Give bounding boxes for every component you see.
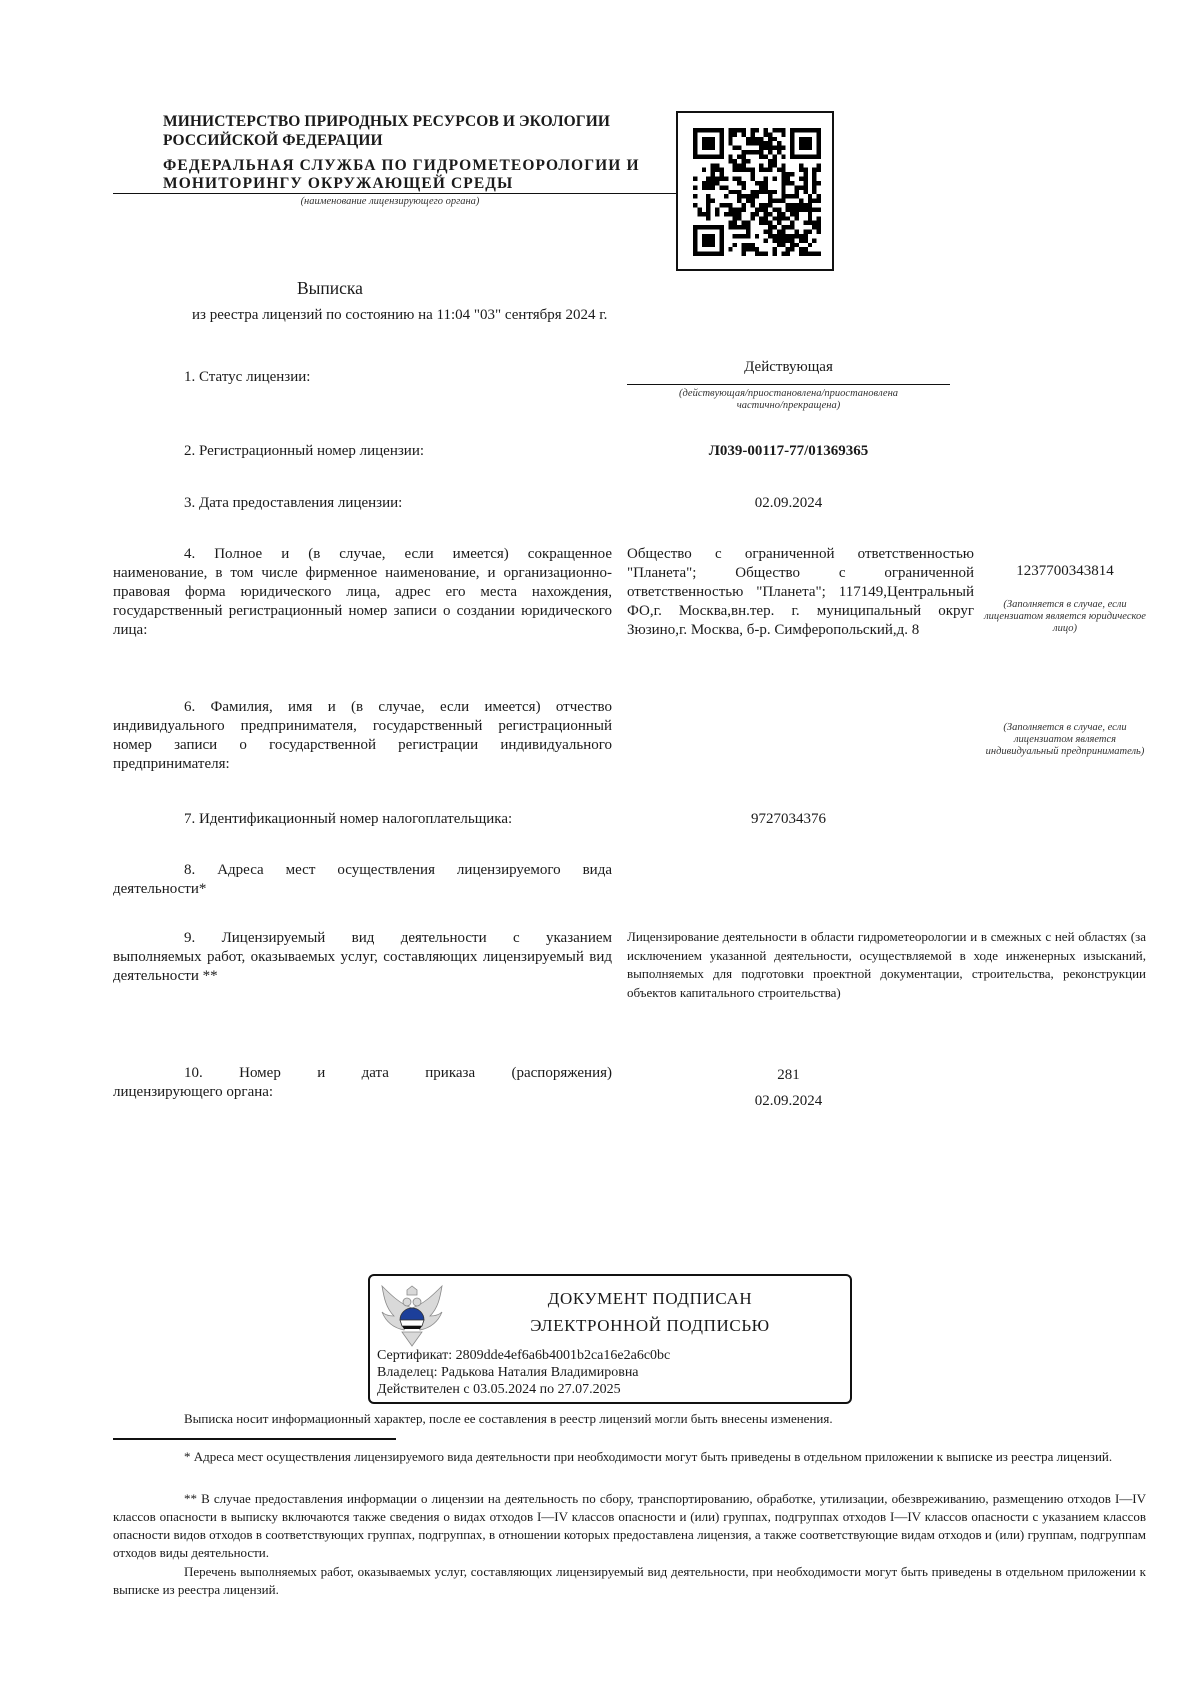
activity-label-rest: выполняемых работ, оказываемых услуг, составляющих лицензируемый вид деятельности ** [113, 949, 612, 984]
legal-entity-note: (Заполняется в случае, если лицензиатом является юридическое лицо) [984, 599, 1146, 634]
licensing-authority-caption: (наименование лицензирующего органа) [300, 196, 480, 207]
inn-value: 9727034376 [751, 811, 826, 827]
order-label-rest: лицензирующего органа: [113, 1084, 274, 1100]
signature-title-line1: ДОКУМЕНТ ПОДПИСАН [547, 1289, 753, 1308]
order-label-first: 10. Номер и дата приказа (распоряжения) [184, 1065, 612, 1081]
addresses-label-first: 8. Адреса мест осуществления лицензируемого вида [184, 862, 612, 878]
signature-certificate: Сертификат: 2809dde4ef6a6b4001b2ca16e2a6c0bc [377, 1348, 671, 1363]
legal-entity-value: Общество с ограниченной ответственностью "Планета"; Общество с ограниченной ответственностью "Планета"; 117149,Центральный ФО,г. Москва,вн.тер. г. муниципальный округ Зюзино,г. Москва, б-р. Симферопольский,д. 8 [627, 546, 974, 638]
addresses-label [113, 861, 612, 899]
ministry-name-line1: МИНИСТЕРСТВО ПРИРОДНЫХ РЕСУРСОВ И ЭКОЛОГИИ [163, 113, 611, 130]
document-title: Выписка [297, 278, 363, 298]
ministry-name-line2: РОССИЙСКОЙ ФЕДЕРАЦИИ [163, 132, 383, 149]
individual-label-first: 6. Фамилия, имя и (в случае, если имеется) отчество [184, 699, 612, 715]
qr-code-frame [676, 111, 834, 271]
footnote-divider [113, 1438, 396, 1440]
disclaimer-text: Выписка носит информационный характер, после ее составления в реестр лицензий могли быть внесены изменения. [184, 1411, 833, 1426]
order-number: 281 [777, 1067, 800, 1083]
eagle-emblem-icon [376, 1282, 448, 1348]
activity-label-first: 9. Лицензируемый вид деятельности с указанием [184, 930, 612, 946]
order-date: 02.09.2024 [754, 1093, 823, 1109]
individual-note: (Заполняется в случае, если лицензиатом является индивидуальный предприниматель) [985, 722, 1145, 757]
activity-label [113, 929, 612, 986]
qr-code-icon [693, 128, 821, 256]
footnote-3: Перечень выполняемых работ, оказываемых услуг, составляющих лицензируемый вид деятельности, при необходимости могут быть приведены в отдельном приложении к выписке из реестра лицензий. [113, 1564, 1146, 1597]
individual-label-rest: индивидуального предпринимателя, государственный регистрационный номер записи о государственной регистрации индивидуального предпринимателя: [113, 718, 612, 772]
document-subtitle: из реестра лицензий по состоянию на 11:04 "03" сентября 2024 г. [192, 307, 608, 323]
reg-number-label: 2. Регистрационный номер лицензии: [184, 443, 425, 459]
status-value: Действующая [744, 359, 833, 375]
order-label [113, 1064, 612, 1102]
reg-number-value: Л039-00117-77/01369365 [708, 443, 869, 459]
activity-value: Лицензирование деятельности в области гидрометеорологии и в смежных с ней областях (за исключением указанной деятельности, осуществляемой в ходе инженерных изысканий, выполняемых для подготовки проектной документации, строительства, реконструкции объектов капитального строительства) [627, 929, 1146, 1000]
status-underline [627, 384, 950, 385]
addresses-label-rest: деятельности* [113, 881, 207, 897]
individual-label [113, 698, 612, 774]
legal-entity-label-rest: наименование, в том числе фирменное наименование, и организационно-правовая форма юридического лица, адрес его места нахождения, государственный регистрационный номер записи о создании юридического лица: [113, 565, 612, 638]
signature-owner: Владелец: Радькова Наталия Владимировна [377, 1365, 639, 1380]
status-label: 1. Статус лицензии: [184, 369, 311, 385]
legal-entity-label [113, 545, 612, 640]
service-name-line1: ФЕДЕРАЛЬНАЯ СЛУЖБА ПО ГИДРОМЕТЕОРОЛОГИИ И [163, 157, 640, 174]
signature-validity: Действителен с 03.05.2024 по 27.07.2025 [377, 1382, 621, 1397]
signature-title-line2: ЭЛЕКТРОННОЙ ПОДПИСЬЮ [530, 1316, 770, 1335]
service-name-line2: МОНИТОРИНГУ ОКРУЖАЮЩЕЙ СРЕДЫ [163, 175, 514, 192]
issue-date-label: 3. Дата предоставления лицензии: [184, 495, 403, 511]
issue-date-value: 02.09.2024 [754, 495, 823, 511]
electronic-signature-stamp [368, 1274, 852, 1404]
header-underline [113, 193, 676, 194]
ogrn-value: 1237700343814 [1016, 563, 1114, 579]
footnote-1: * Адреса мест осуществления лицензируемого вида деятельности при необходимости могут быть приведены в отдельном приложении к выписке из реестра лицензий. [184, 1449, 1113, 1464]
footnote-2: ** В случае предоставления информации о лицензии на деятельность по сбору, транспортированию, обработке, утилизации, обезвреживанию, размещению отходов I—IV классов опасности в выписку включаются также сведения о видах отходов I—IV классов опасности и (или) группах, подгруппах отходов I—IV классов опасности с указанием классов опасности видов отходов в соответствующих группах, подгруппах, в отношении которых предоставлена лицензия, а также соответствующие видам отходов и (или) группам, подгруппам отходов виды деятельности. [113, 1491, 1146, 1560]
status-hint: (действующая/приостановлена/приостановлена частично/прекращена) [678, 388, 899, 411]
legal-entity-label-first: 4. Полное и (в случае, если имеется) сокращенное [184, 546, 612, 562]
inn-label: 7. Идентификационный номер налогоплательщика: [184, 811, 513, 827]
